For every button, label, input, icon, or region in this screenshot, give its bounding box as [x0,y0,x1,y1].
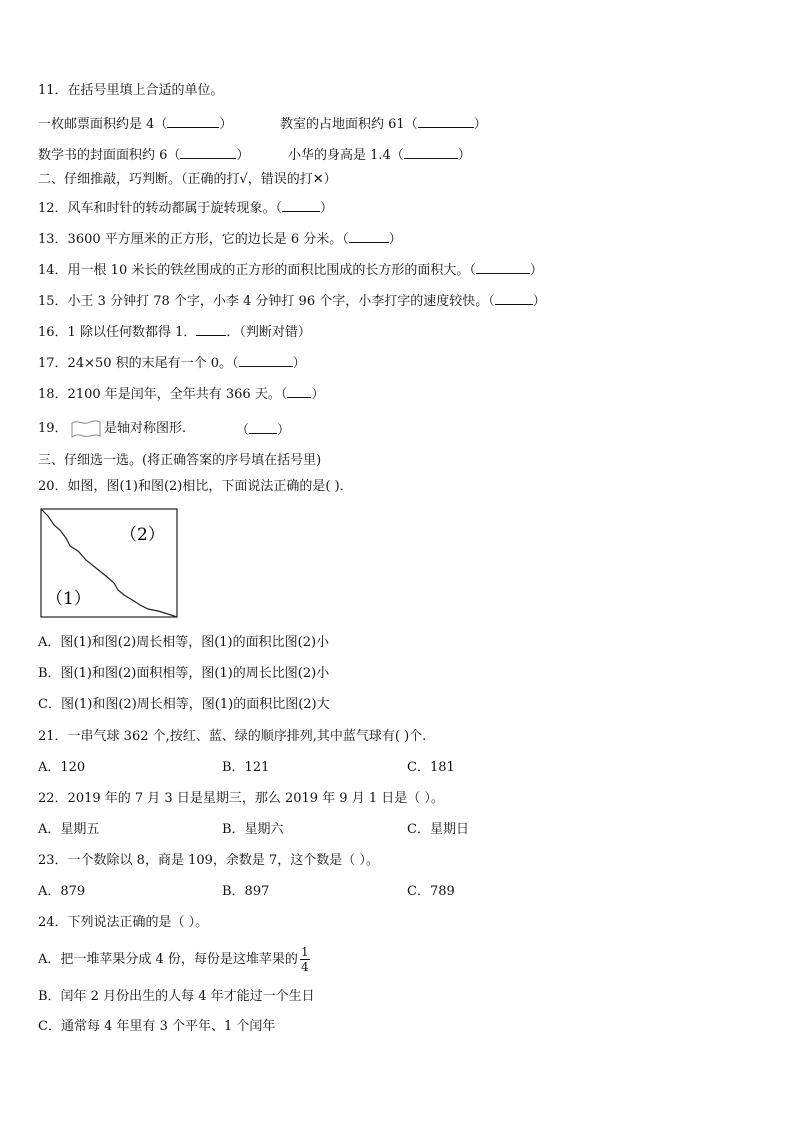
q23-option-b: B．897 [222,884,270,899]
question-22-title: 22．2019 年的 7 月 3 日是星期三，那么 2019 年 9 月 1 日是（ ）。 [38,791,444,806]
q11-stamp-text: 一枚邮票面积约是 4（ [38,117,168,132]
question-11-stamp [38,114,232,134]
answer-blank[interactable] [180,145,236,159]
answer-blank[interactable] [239,353,293,367]
question-16 [38,322,311,342]
paren-close: ） [219,117,233,132]
q11-height-text: 小华的身高是 1.4（ [288,148,404,163]
paren-close: ） [236,148,250,163]
q20-option-b: B．图(1)和图(2)面积相等，图(1)的周长比图(2)小 [38,666,330,681]
question-text: 18．2100 年是闰年，全年共有 366 天。（ [38,387,288,402]
q24-option-b: B．闰年 2 月份出生的人每 4 年才能过一个生日 [38,989,315,1004]
question-number: 19． [38,421,68,436]
question-18 [38,384,324,404]
answer-blank[interactable] [495,291,533,305]
answer-blank[interactable] [349,229,389,243]
q20-option-a: A．图(1)和图(2)周长相等，图(1)的面积比图(2)小 [38,635,330,650]
question-17 [38,353,306,373]
paren-close: ） [529,263,543,278]
figure-label-2: （2） [120,525,165,545]
q21-option-b: B．121 [222,760,270,775]
section-2-heading: 二、仔细推敲，巧判断。（正确的打√，错误的打✕） [38,172,337,187]
question-19 [38,420,68,438]
q22-option-c: C．星期日 [407,822,469,837]
paren-close: ） [311,387,325,402]
flag-shape-icon [70,418,102,440]
paren-close: ） [388,232,402,247]
q23-option-a: A．879 [38,884,86,899]
q19-answer [236,420,290,440]
q24-option-c: C．通常每 4 年里有 3 个平年、1 个闰年 [38,1019,276,1034]
paren-close: ） [457,148,471,163]
fraction-one-quarter [300,945,310,974]
question-text-end: ．（判断对错） [226,325,311,340]
fraction-denominator: 4 [300,960,309,974]
question-11-classroom [280,114,487,134]
question-21-title: 21．一串气球 362 个,按红、蓝、绿的顺序排列,其中蓝气球有( )个. [38,729,427,744]
question-11-height [288,145,471,165]
question-20-title: 20．如图，图(1)和图(2)相比，下面说法正确的是( )． [38,479,353,494]
divided-rectangle-figure [40,508,180,620]
paren-close: ） [532,294,546,309]
paren-close: ） [320,201,334,216]
answer-blank[interactable] [418,114,474,128]
question-text: 13．3600 平方厘米的正方形，它的边长是 6 分米。（ [38,232,349,247]
question-15 [38,291,546,311]
answer-blank[interactable] [404,145,458,159]
question-12 [38,198,333,218]
fraction-numerator: 1 [300,945,309,959]
section-3-heading: 三、仔细选一选。(将正确答案的序号填在括号里) [38,453,322,468]
paren-open: （ [236,423,250,438]
question-text: 12．风车和时针的转动都属于旋转现象。（ [38,201,283,216]
figure-label-1: （1） [46,589,91,609]
q20-option-c: C．图(1)和图(2)周长相等，图(1)的面积比图(2)大 [38,697,330,712]
answer-blank[interactable] [476,260,530,274]
question-text: 15．小王 3 分钟打 78 个字，小李 4 分钟打 96 个字，小李打字的速度较快。（ [38,294,495,309]
question-13 [38,229,402,249]
question-23-title: 23．一个数除以 8，商是 109，余数是 7，这个数是（ ）。 [38,853,379,868]
q21-option-a: A．120 [38,760,86,775]
paren-close: ） [292,356,306,371]
question-11-book [38,145,249,165]
answer-blank[interactable] [282,198,320,212]
option-text: A．把一堆苹果分成 4 份，每份是这堆苹果的 [38,952,298,967]
question-text: 16．1 除以任何数都得 1． [38,325,197,340]
q24-option-a [38,944,310,976]
question-24-title: 24．下列说法正确的是（ ）。 [38,915,209,930]
q21-option-c: C．181 [407,760,455,775]
answer-blank[interactable] [287,384,311,398]
answer-blank[interactable] [196,322,226,336]
q22-option-a: A．星期五 [38,822,100,837]
question-14 [38,260,543,280]
paren-close: ） [277,423,291,438]
q22-option-b: B．星期六 [222,822,284,837]
question-text: 14．用一根 10 米长的铁丝围成的正方形的面积比围成的长方形的面积大。（ [38,263,476,278]
q11-book-text: 数学书的封面面积约 6（ [38,148,181,163]
question-text: 17．24×50 积的末尾有一个 0。（ [38,356,239,371]
q23-option-c: C．789 [407,884,455,899]
answer-blank[interactable] [167,114,219,128]
paren-close: ） [473,117,487,132]
q11-classroom-text: 教室的占地面积约 61（ [280,117,418,132]
answer-blank[interactable] [249,420,277,434]
q19-statement: 是轴对称图形. [104,421,187,436]
question-11-title: 11．在括号里填上合适的单位。 [38,83,224,98]
